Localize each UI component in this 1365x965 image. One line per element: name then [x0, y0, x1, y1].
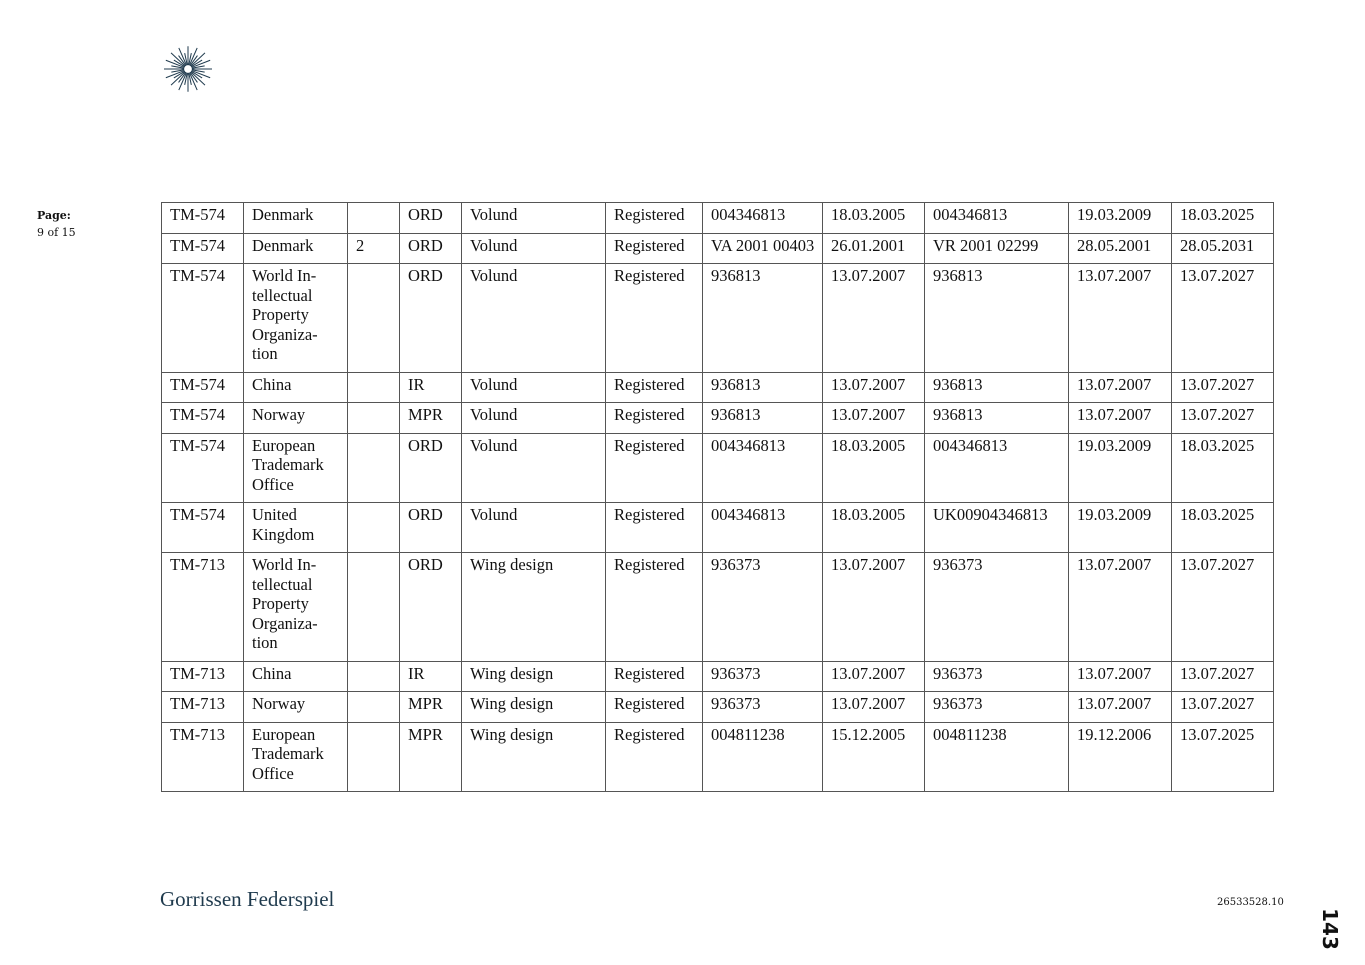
table-cell: 28.05.2031 [1172, 233, 1274, 264]
table-cell: 004811238 [925, 722, 1069, 792]
table-cell: TM-713 [162, 722, 244, 792]
table-cell: China [244, 661, 348, 692]
table-row [162, 372, 1274, 403]
table-cell: TM-713 [162, 661, 244, 692]
table-cell: 936813 [925, 372, 1069, 403]
table-cell: TM-574 [162, 264, 244, 373]
table-cell [348, 433, 400, 503]
firm-name: Gorrissen Federspiel [160, 887, 335, 911]
table-cell [348, 553, 400, 662]
table-cell [348, 372, 400, 403]
table-cell: Norway [244, 403, 348, 434]
table-cell: 19.03.2009 [1069, 203, 1172, 234]
table-cell: Wing design [462, 661, 606, 692]
table-cell: Registered [606, 722, 703, 792]
table-cell: Registered [606, 503, 703, 553]
table-cell: 004346813 [703, 203, 823, 234]
table-cell: ORD [400, 264, 462, 373]
table-cell: 13.07.2027 [1172, 692, 1274, 723]
table-cell [348, 403, 400, 434]
table-cell: 936813 [703, 264, 823, 373]
table-cell: 28.05.2001 [1069, 233, 1172, 264]
table-cell: ORD [400, 503, 462, 553]
table-cell: TM-574 [162, 233, 244, 264]
table-cell: 004346813 [925, 203, 1069, 234]
table-cell: Registered [606, 661, 703, 692]
table-cell: 936373 [925, 661, 1069, 692]
page-info [37, 207, 76, 241]
table-row [162, 503, 1274, 553]
table-cell: Registered [606, 233, 703, 264]
table-cell: Volund [462, 203, 606, 234]
table-cell: Volund [462, 372, 606, 403]
table-cell: UK00904346813 [925, 503, 1069, 553]
table-cell: 936373 [703, 553, 823, 662]
table-cell [348, 692, 400, 723]
table-cell: Wing design [462, 722, 606, 792]
table-cell: 13.07.2007 [823, 403, 925, 434]
table-cell: VA 2001 00403 [703, 233, 823, 264]
table-cell: 18.03.2005 [823, 503, 925, 553]
table-row [162, 433, 1274, 503]
table-cell: 13.07.2027 [1172, 553, 1274, 662]
table-cell: 936373 [925, 553, 1069, 662]
table-cell: MPR [400, 722, 462, 792]
table-cell: 13.07.2007 [823, 372, 925, 403]
table-cell: 936813 [925, 264, 1069, 373]
table-cell: 13.07.2027 [1172, 403, 1274, 434]
table-cell: 18.03.2025 [1172, 503, 1274, 553]
table-cell: 19.03.2009 [1069, 433, 1172, 503]
table-cell: ORD [400, 233, 462, 264]
table-cell: 13.07.2025 [1172, 722, 1274, 792]
table-cell: TM-574 [162, 403, 244, 434]
table-row [162, 233, 1274, 264]
table-cell: TM-574 [162, 433, 244, 503]
table-cell: European Trademark Office [244, 722, 348, 792]
table-cell: 26.01.2001 [823, 233, 925, 264]
table-cell: ORD [400, 553, 462, 662]
table-cell: Denmark [244, 233, 348, 264]
table-cell: 13.07.2007 [1069, 553, 1172, 662]
table-row [162, 264, 1274, 373]
table-cell: 936373 [703, 692, 823, 723]
starburst-icon [158, 44, 218, 94]
table-cell: 13.07.2007 [1069, 661, 1172, 692]
table-cell: 936813 [703, 372, 823, 403]
table-cell: 13.07.2027 [1172, 661, 1274, 692]
table-cell: 18.03.2005 [823, 203, 925, 234]
table-cell [348, 722, 400, 792]
table-cell: Volund [462, 503, 606, 553]
table-cell: Denmark [244, 203, 348, 234]
table-cell: 936813 [925, 403, 1069, 434]
table-cell [348, 661, 400, 692]
table-cell [348, 203, 400, 234]
table-cell: 13.07.2007 [823, 264, 925, 373]
table-cell: United Kingdom [244, 503, 348, 553]
table-cell: 13.07.2007 [1069, 403, 1172, 434]
table-cell: 13.07.2007 [823, 692, 925, 723]
table-cell: 13.07.2007 [823, 553, 925, 662]
table-cell: 18.03.2025 [1172, 203, 1274, 234]
table-cell: 2 [348, 233, 400, 264]
table-cell: World In-tellectual Property Organiza-tion [244, 264, 348, 373]
table-cell: 004346813 [703, 503, 823, 553]
table-cell: Volund [462, 403, 606, 434]
table-cell: 19.03.2009 [1069, 503, 1172, 553]
table-cell: Volund [462, 264, 606, 373]
table-cell: TM-574 [162, 503, 244, 553]
table-cell: VR 2001 02299 [925, 233, 1069, 264]
table-cell: European Trademark Office [244, 433, 348, 503]
table-row [162, 722, 1274, 792]
page-number: 9 of 15 [37, 226, 76, 239]
table-cell: IR [400, 661, 462, 692]
table-cell: Registered [606, 372, 703, 403]
table-cell: 936373 [925, 692, 1069, 723]
table-cell: Wing design [462, 553, 606, 662]
table-row [162, 661, 1274, 692]
table-cell: 004811238 [703, 722, 823, 792]
document-reference: 26533528.10 [1217, 897, 1284, 908]
table-cell: Wing design [462, 692, 606, 723]
table-cell [348, 503, 400, 553]
table-cell: 936373 [703, 661, 823, 692]
table-cell: 15.12.2005 [823, 722, 925, 792]
table-cell: TM-713 [162, 553, 244, 662]
page-label: Page: [37, 209, 71, 222]
trademark-table [161, 202, 1274, 792]
table-cell: Registered [606, 203, 703, 234]
table-cell: 18.03.2005 [823, 433, 925, 503]
table-cell: Norway [244, 692, 348, 723]
table-cell: Registered [606, 433, 703, 503]
table-cell: Registered [606, 692, 703, 723]
table-cell: World In-tellectual Property Organiza-tion [244, 553, 348, 662]
table-cell: ORD [400, 203, 462, 234]
page-stamp: 143 [1318, 908, 1342, 950]
table-cell: TM-713 [162, 692, 244, 723]
table-cell: 936813 [703, 403, 823, 434]
table-cell: 13.07.2007 [1069, 692, 1172, 723]
table-cell: Registered [606, 264, 703, 373]
table-cell: 004346813 [925, 433, 1069, 503]
table-cell: 13.07.2007 [823, 661, 925, 692]
table-cell: 13.07.2007 [1069, 264, 1172, 373]
table-cell: Volund [462, 233, 606, 264]
table-cell: MPR [400, 692, 462, 723]
table-cell: Registered [606, 403, 703, 434]
table-cell [348, 264, 400, 373]
table-cell: China [244, 372, 348, 403]
table-cell: 13.07.2007 [1069, 372, 1172, 403]
table-row [162, 692, 1274, 723]
table-row [162, 203, 1274, 234]
table-row [162, 553, 1274, 662]
table-cell: IR [400, 372, 462, 403]
table-cell: ORD [400, 433, 462, 503]
table-cell: 13.07.2027 [1172, 372, 1274, 403]
table-cell: Registered [606, 553, 703, 662]
table-cell: 19.12.2006 [1069, 722, 1172, 792]
table-cell: 004346813 [703, 433, 823, 503]
table-row [162, 403, 1274, 434]
table-cell: 13.07.2027 [1172, 264, 1274, 373]
table-cell: 18.03.2025 [1172, 433, 1274, 503]
table-cell: TM-574 [162, 372, 244, 403]
table-cell: Volund [462, 433, 606, 503]
table-cell: MPR [400, 403, 462, 434]
table-cell: TM-574 [162, 203, 244, 234]
